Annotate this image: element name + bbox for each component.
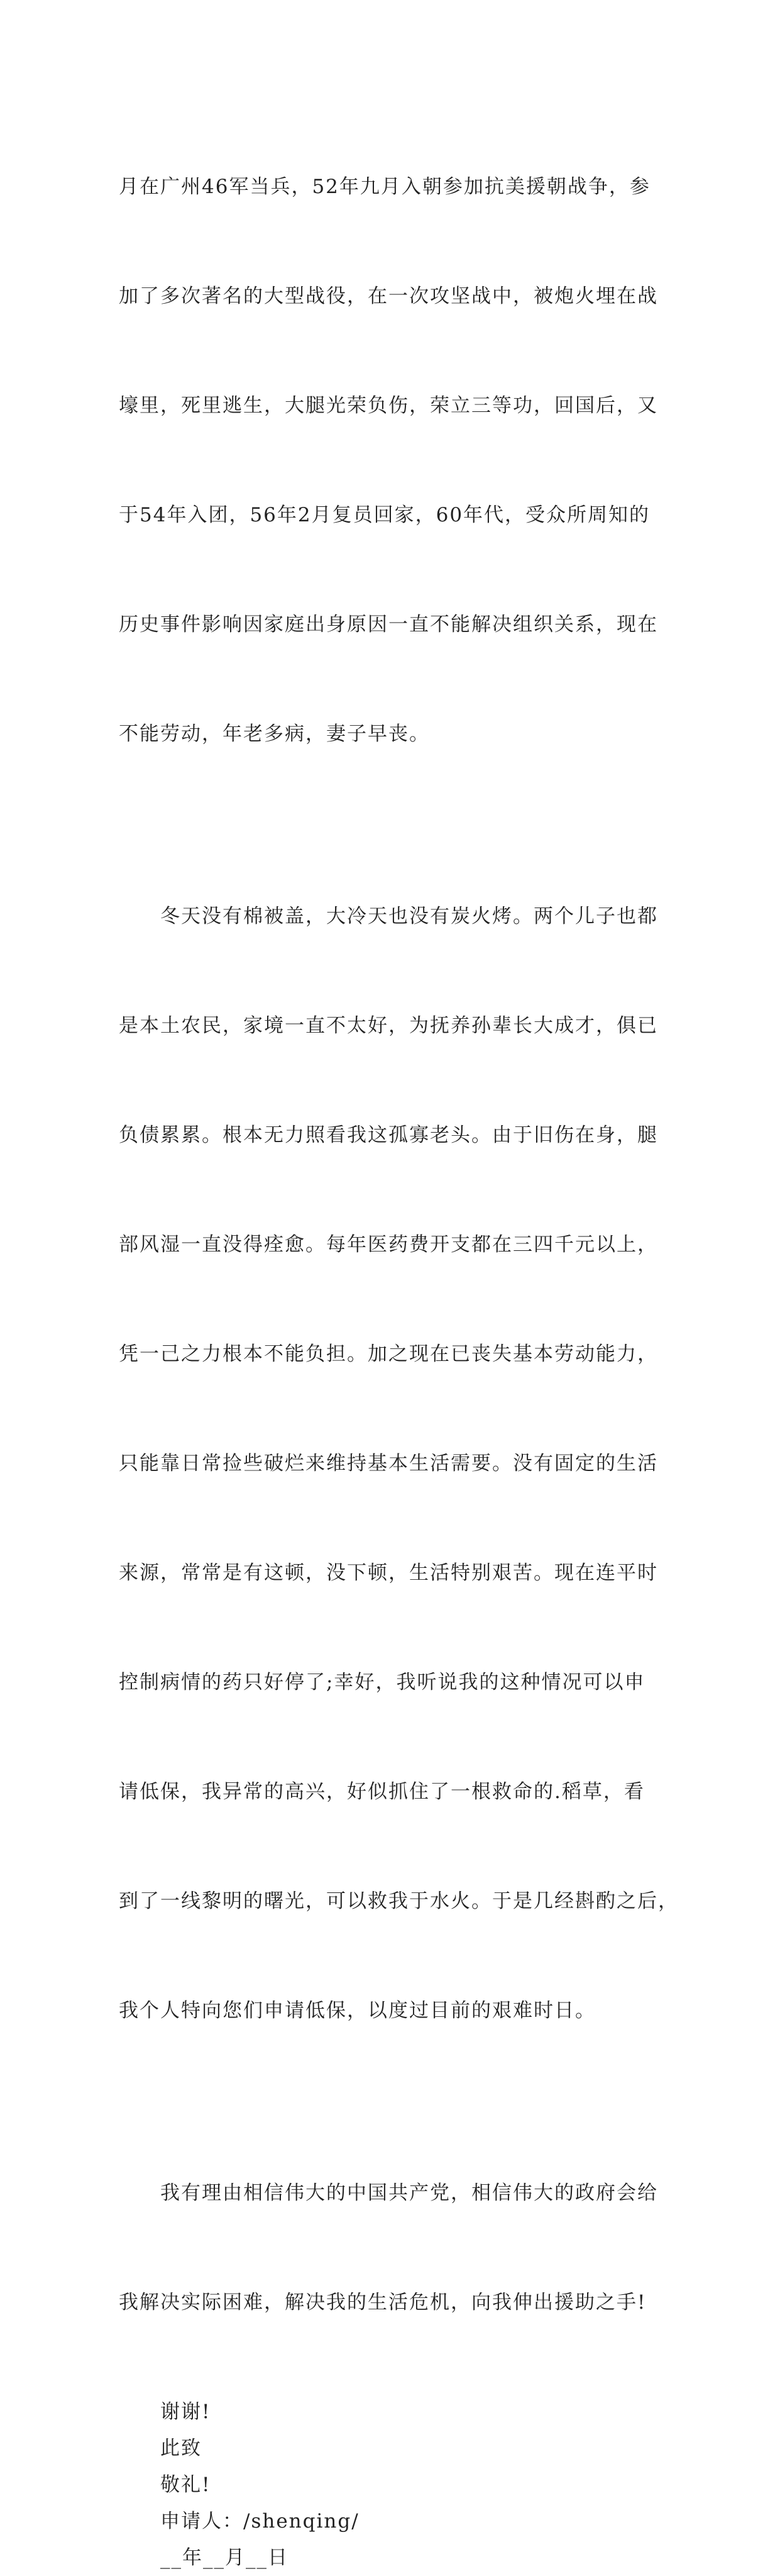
text-line: 冬天没有棉被盖，大冷天也没有炭火烤。两个儿子也都	[160, 905, 658, 928]
text-line: 不能劳动，年老多病，妻子早丧。	[119, 723, 430, 745]
text-line: 是本土农民，家境一直不太好，为抚养孙辈长大成才，俱已	[119, 1014, 658, 1037]
text-line: 来源，常常是有这顿，没下顿，生活特别艰苦。现在连平时	[119, 1562, 658, 1584]
text-line: 控制病情的药只好停了;幸好，我听说我的这种情况可以申	[119, 1671, 645, 1694]
text-line: 我个人特向您们申请低保，以度过目前的艰难时日。	[119, 1999, 596, 2022]
paragraph-service-history	[119, 96, 672, 825]
paragraph-living-conditions	[119, 825, 679, 2102]
text-line: 加了多次著名的大型战役，在一次攻坚战中，被炮火埋在战	[119, 285, 658, 308]
date-line: __年__月__日	[160, 2546, 288, 2569]
text-line: 部风湿一直没得痊愈。每年医药费开支都在三四千元以上，	[119, 1233, 658, 1256]
text-line: 我解决实际困难，解决我的生活危机，向我伸出援助之手!	[119, 2291, 647, 2314]
text-line: 于54年入团，56年2月复员回家，60年代，受众所周知的	[119, 504, 651, 526]
text-line: 请低保，我异常的高兴，好似抓住了一根救命的.稻草，看	[119, 1780, 645, 1803]
text-line: 壕里，死里逃生，大腿光荣负伤，荣立三等功，回国后，又	[119, 394, 658, 417]
text-line: 只能靠日常捡些破烂来维持基本生活需要。没有固定的生活	[119, 1452, 658, 1475]
thanks-line: 谢谢!	[160, 2401, 211, 2423]
text-line: 到了一线黎明的曙光，可以救我于水火。于是几经斟酌之后，	[119, 1890, 679, 1913]
text-line: 凭一己之力根本不能负担。加之现在已丧失基本劳动能力，	[119, 1343, 658, 1365]
letter-body	[119, 96, 679, 2576]
text-line: 负债累累。根本无力照看我这孤寡老头。由于旧伤在身，腿	[119, 1124, 658, 1146]
paragraph-trust	[119, 2102, 672, 2394]
text-line: 我有理由相信伟大的中国共产党，相信伟大的政府会给	[160, 2182, 658, 2204]
applicant-signature: 申请人：/shenqing/	[160, 2510, 360, 2533]
text-line: 历史事件影响因家庭出身原因一直不能解决组织关系，现在	[119, 613, 658, 636]
text-line: 月在广州46军当兵，52年九月入朝参加抗美援朝战争，参	[119, 175, 651, 198]
closing-salutation: 此致	[160, 2437, 202, 2460]
closing-regards: 敬礼!	[160, 2473, 211, 2496]
